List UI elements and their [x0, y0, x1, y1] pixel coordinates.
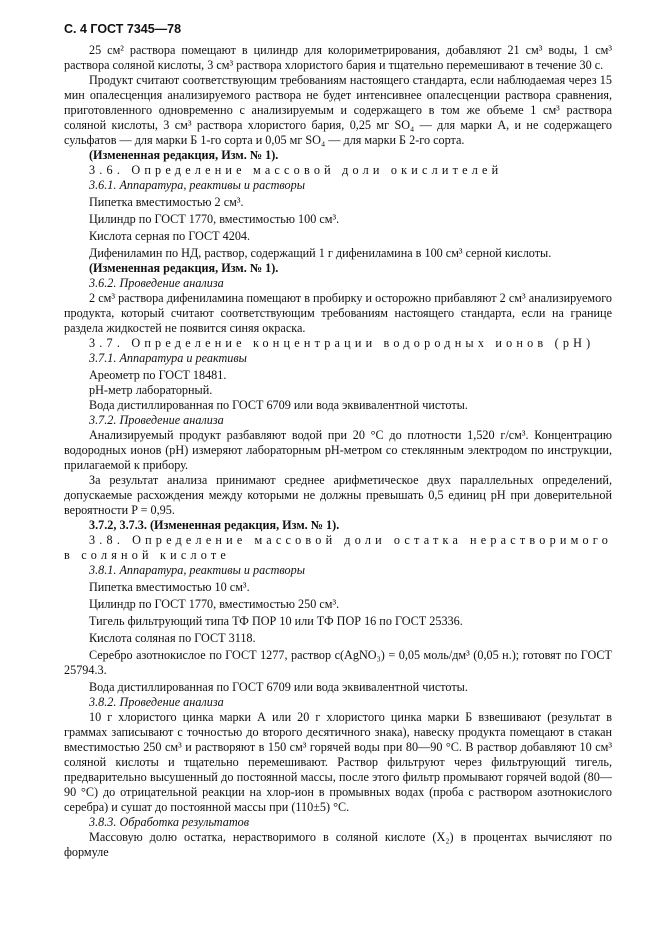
list-item: Серебро азотнокислое по ГОСТ 1277, раствор c(AgNO₃) = 0,05 моль/дм³ (0,05 н.); готовят по ГОСТ 25794.3. [64, 648, 612, 677]
list-item: Цилиндр по ГОСТ 1770, вместимостью 100 см³. [89, 212, 340, 226]
paragraph: За результат анализа принимают среднее арифметическое двух параллельных определений, допускаемые расхождения между которыми не должны превышать 0,5 единиц pH при доверительной вероятности P = 0,95. [64, 473, 612, 517]
paragraph: Массовую долю остатка, нерастворимого в соляной кислоте (X₂) в процентах вычисляют по формуле [64, 830, 612, 859]
subsection-heading: 3.7.2. Проведение анализа [89, 413, 224, 427]
list-item: Ареометр по ГОСТ 18481. [89, 368, 227, 382]
list-item: pH-метр лабораторный. [89, 383, 213, 397]
list-item: Тигель фильтрующий типа ТФ ПОР 10 или ТФ ПОР 16 по ГОСТ 25336. [89, 614, 463, 628]
paragraph: Продукт считают соответствующим требованиям настоящего стандарта, если наблюдаемая через 15 мин опалесценция анализируемого раствора не будет интенсивнее опалесценции раствора сравнения, приготовленного одновременно с анализируемым и содержащего в том же объеме 1 см³ раствора соляной кислоты, 3 см³ раствора хлористого бария, 0,25 мг SO₄ — для марки А, и не содержащего сульфатов — для марки Б 1-го сорта и 0,05 мг SO₄ — для марки Б 2-го сорта. [64, 73, 612, 147]
list-item: Дифениламин по НД, раствор, содержащий 1 г дифениламина в 100 см³ серной кислоты. [89, 246, 552, 260]
subsection-heading: 3.8.3. Обработка результатов [89, 815, 250, 829]
subsection-heading: 3.6.2. Проведение анализа [89, 276, 224, 290]
amendment-note: (Измененная редакция, Изм. № 1). [89, 148, 279, 162]
amendment-note: (Измененная редакция, Изм. № 1). [89, 261, 279, 275]
amendment-note: 3.7.2, 3.7.3. (Измененная редакция, Изм. № 1). [89, 518, 340, 532]
paragraph: 25 см² раствора помещают в цилиндр для колориметрирования, добавляют 21 см³ воды, 1 см³ раствора соляной кислоты, 3 см³ раствора хлористого бария и тщательно перемешивают в течение 30 с. [64, 43, 612, 72]
page-header: С. 4 ГОСТ 7345—78 [64, 22, 182, 36]
subsection-heading: 3.7.1. Аппаратура и реактивы [89, 351, 247, 365]
list-item: Цилиндр по ГОСТ 1770, вместимостью 250 см³. [89, 597, 340, 611]
subsection-heading: 3.8.1. Аппаратура, реактивы и растворы [89, 563, 305, 577]
list-item: Пипетка вместимостью 10 см³. [89, 580, 250, 594]
section-heading: 3.7. Определение концентрации водородных ионов (pH) [89, 336, 595, 350]
paragraph: 10 г хлористого цинка марки А или 20 г хлористого цинка марки Б взвешивают (результат в граммах записывают с точностью до второго десятичного знака), навеску продукта помещают в стакан вместимостью 250 см³ и растворяют в 150 см³ горячей воды при 80—90 °С. В раствор добавляют 10 см³ соляной кислоты и тщательно перемешивают. Раствор фильтруют через фильтрующий тигель, предварительно высушенный до постоянной массы, после этого фильтр промывают горячей водой (80—90 °С) до отрицательной реакции на хлор-ион в промывных водах (проба с раствором азотнокислого серебра) и сушат до постоянной массы при (110±5) °С. [64, 710, 612, 814]
subsection-heading: 3.6.1. Аппаратура, реактивы и растворы [89, 178, 305, 192]
section-heading: 3.6. Определение массовой доли окислителей [89, 163, 503, 177]
list-item: Вода дистиллированная по ГОСТ 6709 или вода эквивалентной чистоты. [89, 680, 468, 694]
paragraph: 2 см³ раствора дифениламина помещают в пробирку и осторожно прибавляют 2 см³ анализируемого продукта, который считают соответствующим требованиям настоящего стандарта, если на границе раздела жидкостей не появится синяя окраска. [64, 291, 612, 335]
subsection-heading: 3.8.2. Проведение анализа [89, 695, 224, 709]
section-heading: 3.8. Определение массовой доли остатка нерастворимого в соляной кислоте [64, 533, 612, 562]
list-item: Кислота серная по ГОСТ 4204. [89, 229, 251, 243]
list-item: Вода дистиллированная по ГОСТ 6709 или вода эквивалентной чистоты. [89, 398, 468, 412]
document-body [64, 43, 612, 860]
list-item: Пипетка вместимостью 2 см³. [89, 195, 244, 209]
list-item: Кислота соляная по ГОСТ 3118. [89, 631, 256, 645]
paragraph: Анализируемый продукт разбавляют водой при 20 °С до плотности 1,520 г/см³. Концентрацию водородных ионов (pH) измеряют лабораторным pH-метром со стеклянным электродом по инструкции, прилагаемой к прибору. [64, 428, 612, 472]
